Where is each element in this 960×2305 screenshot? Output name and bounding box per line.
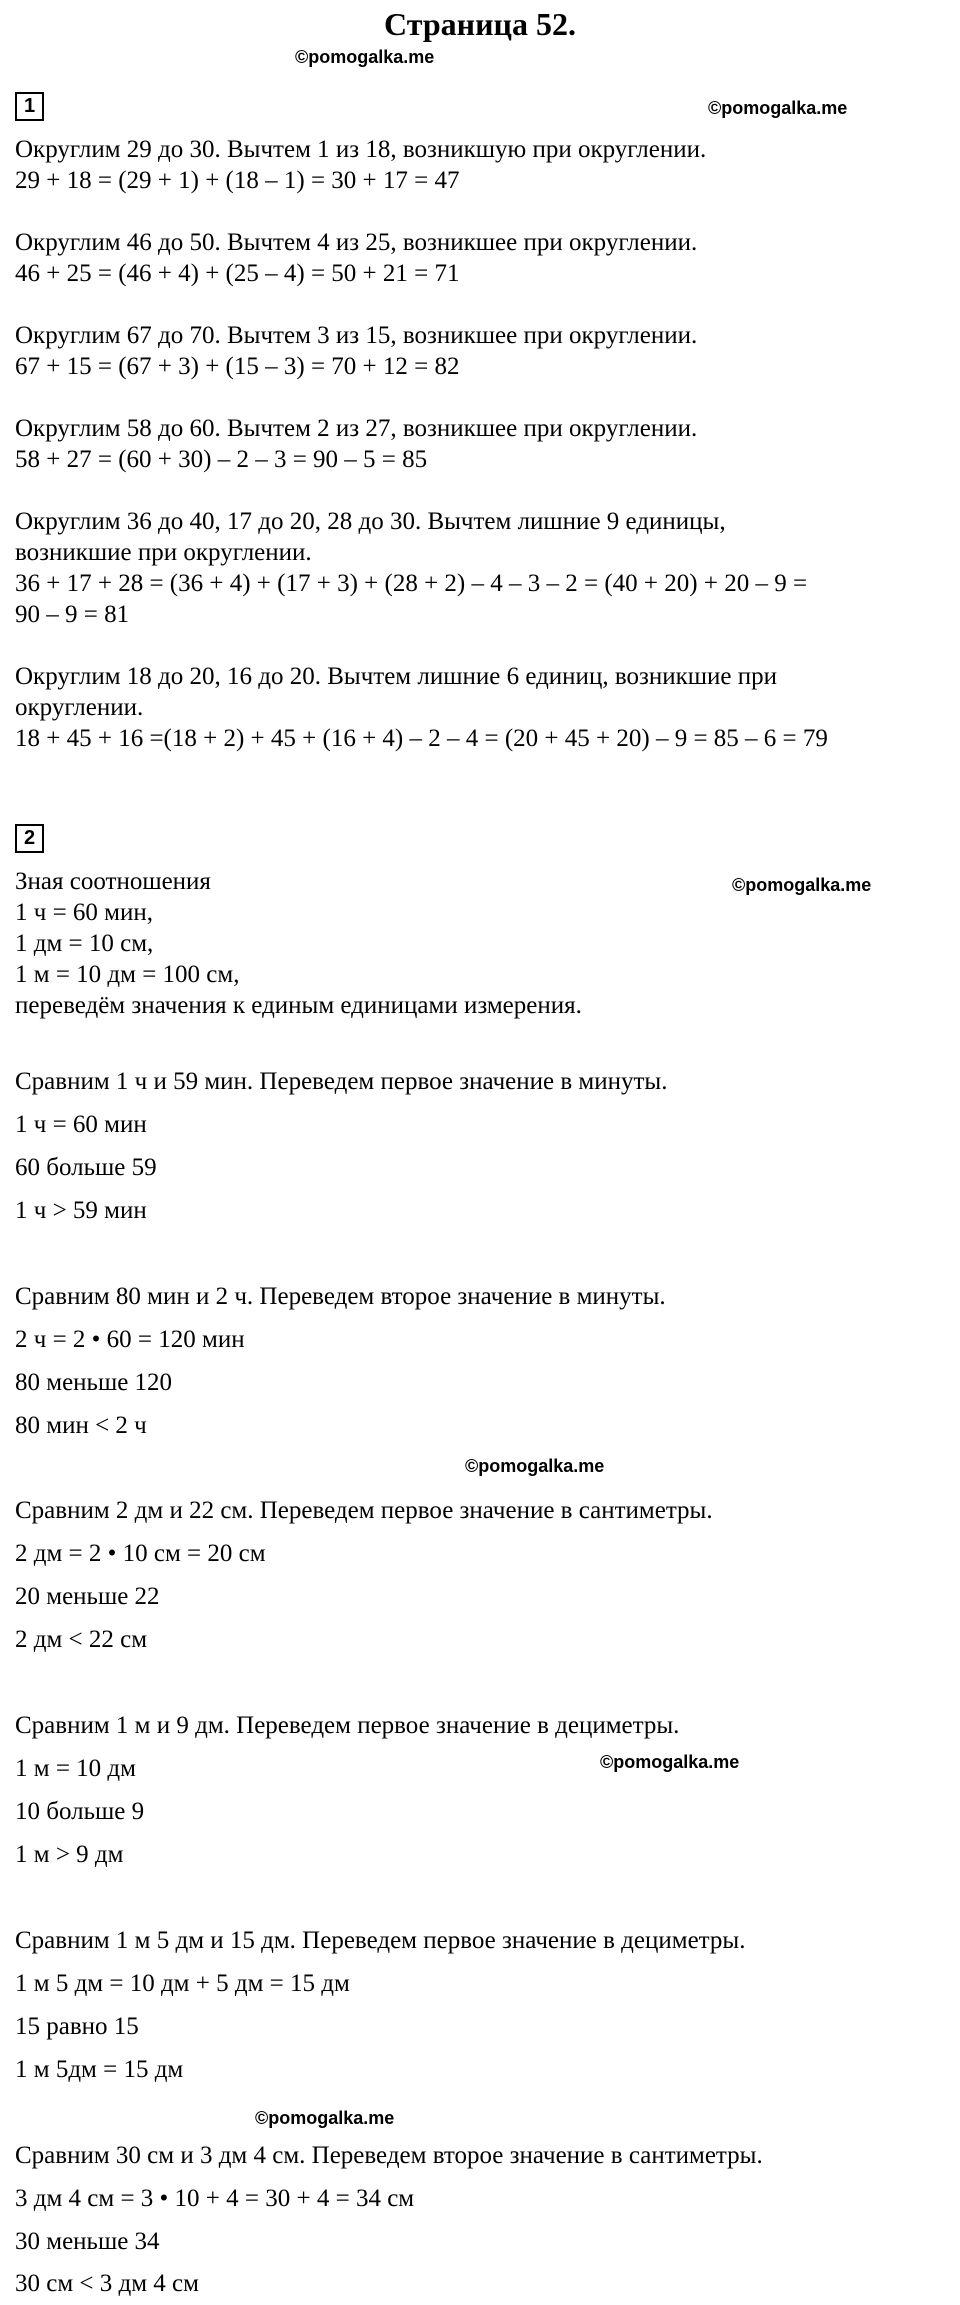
text-line: Сравним 1 м и 9 дм. Переведем первое значение в дециметры.: [15, 1712, 680, 1739]
watermark: ©pomogalka.me: [255, 2108, 395, 2128]
text-line: Округлим 29 до 30. Вычтем 1 из 18, возникшую при округлении.: [15, 136, 707, 163]
text-line: 15 равно 15: [15, 2013, 139, 2040]
equation-line: 1 м = 10 дм: [15, 1755, 136, 1782]
equation-line: 3 дм 4 см = 3 • 10 + 4 = 30 + 4 = 34 см: [15, 2185, 415, 2212]
text-line: Сравним 30 см и 3 дм 4 см. Переведем второе значение в сантиметры.: [15, 2142, 763, 2169]
equation-line: 18 + 45 + 16 =(18 + 2) + 45 + (16 + 4) – 2 – 4 = (20 + 45 + 20) – 9 = 85 – 6 = 79: [15, 725, 828, 752]
text-line: Округлим 36 до 40, 17 до 20, 28 до 30. Вычтем лишние 9 единицы,: [15, 508, 726, 535]
result-line: 1 ч > 59 мин: [15, 1197, 147, 1224]
result-line: 2 дм < 22 см: [15, 1626, 148, 1653]
text-line: Зная соотношения: [15, 868, 211, 895]
watermark: ©pomogalka.me: [295, 47, 435, 67]
equation-line: 29 + 18 = (29 + 1) + (18 – 1) = 30 + 17 = 47: [15, 167, 460, 194]
text-line: 20 меньше 22: [15, 1583, 160, 1610]
text-line: 1 дм = 10 см,: [15, 930, 154, 957]
result-line: 1 м 5дм = 15 дм: [15, 2056, 184, 2083]
text-line: 60 больше 59: [15, 1154, 157, 1181]
task-1-number: 1: [15, 92, 44, 121]
equation-line: 2 ч = 2 • 60 = 120 мин: [15, 1326, 245, 1353]
watermark: ©pomogalka.me: [600, 1752, 740, 1772]
text-line: Сравним 2 дм и 22 см. Переведем первое значение в сантиметры.: [15, 1497, 713, 1524]
watermark: ©pomogalka.me: [708, 98, 848, 118]
text-line: 1 ч = 60 мин,: [15, 899, 154, 926]
equation-line: 46 + 25 = (46 + 4) + (25 – 4) = 50 + 21 = 71: [15, 260, 460, 287]
result-line: 30 см < 3 дм 4 см: [15, 2270, 199, 2297]
task-2-number: 2: [15, 824, 44, 853]
text-line: Сравним 80 мин и 2 ч. Переведем второе значение в минуты.: [15, 1283, 666, 1310]
text-line: возникшие при округлении.: [15, 539, 312, 566]
text-line: Округлим 58 до 60. Вычтем 2 из 27, возникшее при округлении.: [15, 415, 698, 442]
watermark: ©pomogalka.me: [732, 875, 872, 895]
text-line: 80 меньше 120: [15, 1369, 173, 1396]
text-line: 1 м = 10 дм = 100 см,: [15, 961, 240, 988]
watermark: ©pomogalka.me: [465, 1456, 605, 1476]
equation-line: 58 + 27 = (60 + 30) – 2 – 3 = 90 – 5 = 85: [15, 446, 428, 473]
text-line: Сравним 1 м 5 дм и 15 дм. Переведем первое значение в дециметры.: [15, 1927, 746, 1954]
text-line: округлении.: [15, 694, 144, 721]
equation-line: 90 – 9 = 81: [15, 601, 130, 628]
result-line: 1 м > 9 дм: [15, 1841, 124, 1868]
equation-line: 67 + 15 = (67 + 3) + (15 – 3) = 70 + 12 = 82: [15, 353, 460, 380]
text-line: Округлим 46 до 50. Вычтем 4 из 25, возникшее при округлении.: [15, 229, 698, 256]
text-line: 10 больше 9: [15, 1798, 145, 1825]
equation-line: 2 дм = 2 • 10 см = 20 см: [15, 1540, 266, 1567]
result-line: 80 мин < 2 ч: [15, 1412, 147, 1439]
equation-line: 1 м 5 дм = 10 дм + 5 дм = 15 дм: [15, 1970, 350, 1997]
text-line: Округлим 67 до 70. Вычтем 3 из 15, возникшее при округлении.: [15, 322, 698, 349]
page-title: Страница 52.: [384, 6, 576, 42]
text-line: Сравним 1 ч и 59 мин. Переведем первое значение в минуты.: [15, 1068, 668, 1095]
text-line: 30 меньше 34: [15, 2228, 160, 2255]
equation-line: 1 ч = 60 мин: [15, 1111, 147, 1138]
text-line: переведём значения к единым единицами измерения.: [15, 992, 582, 1019]
equation-line: 36 + 17 + 28 = (36 + 4) + (17 + 3) + (28 + 2) – 4 – 3 – 2 = (40 + 20) + 20 – 9 =: [15, 570, 808, 597]
text-line: Округлим 18 до 20, 16 до 20. Вычтем лишние 6 единиц, возникшие при: [15, 663, 777, 690]
